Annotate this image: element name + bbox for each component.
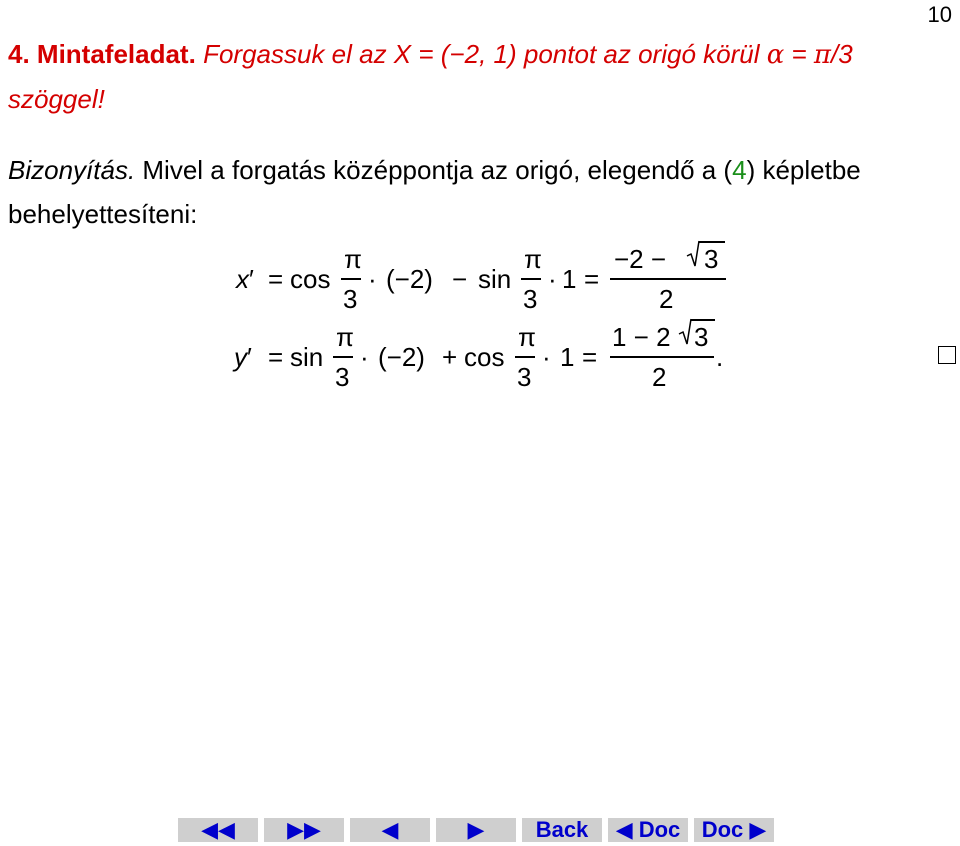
- doc-previous-button[interactable]: ◀ Doc: [608, 818, 688, 842]
- sqrt-icon: [678, 318, 692, 346]
- back-button[interactable]: Back: [522, 818, 602, 842]
- problem-label: 4. Mintafeladat.: [8, 39, 196, 69]
- previous-page-button[interactable]: ◀: [350, 818, 430, 842]
- sqrt-icon: [686, 240, 700, 268]
- proof-paragraph: Bizonyítás. Mivel a forgatás középpontja az origó, elegendő a (4) képletbe behelyettesíteni:: [8, 155, 861, 229]
- proof-label: Bizonyítás.: [8, 155, 136, 185]
- problem-statement: [8, 32, 956, 121]
- equation-reference-link[interactable]: 4: [732, 155, 747, 185]
- pi-symbol: π: [813, 40, 831, 70]
- next-page-button[interactable]: ▶: [436, 818, 516, 842]
- first-page-button[interactable]: ◀◀: [178, 818, 258, 842]
- navigation-bar: [178, 818, 774, 842]
- page-number: 10: [927, 2, 952, 27]
- doc-next-button[interactable]: Doc ▶: [694, 818, 774, 842]
- problem-text: Forgassuk el az X = (−2, 1) pontot az origó körül α = π/3 szöggel!: [8, 39, 853, 114]
- last-page-button[interactable]: ▶▶: [264, 818, 344, 842]
- qed-square-icon: [938, 346, 956, 364]
- alpha-symbol: α: [766, 40, 785, 70]
